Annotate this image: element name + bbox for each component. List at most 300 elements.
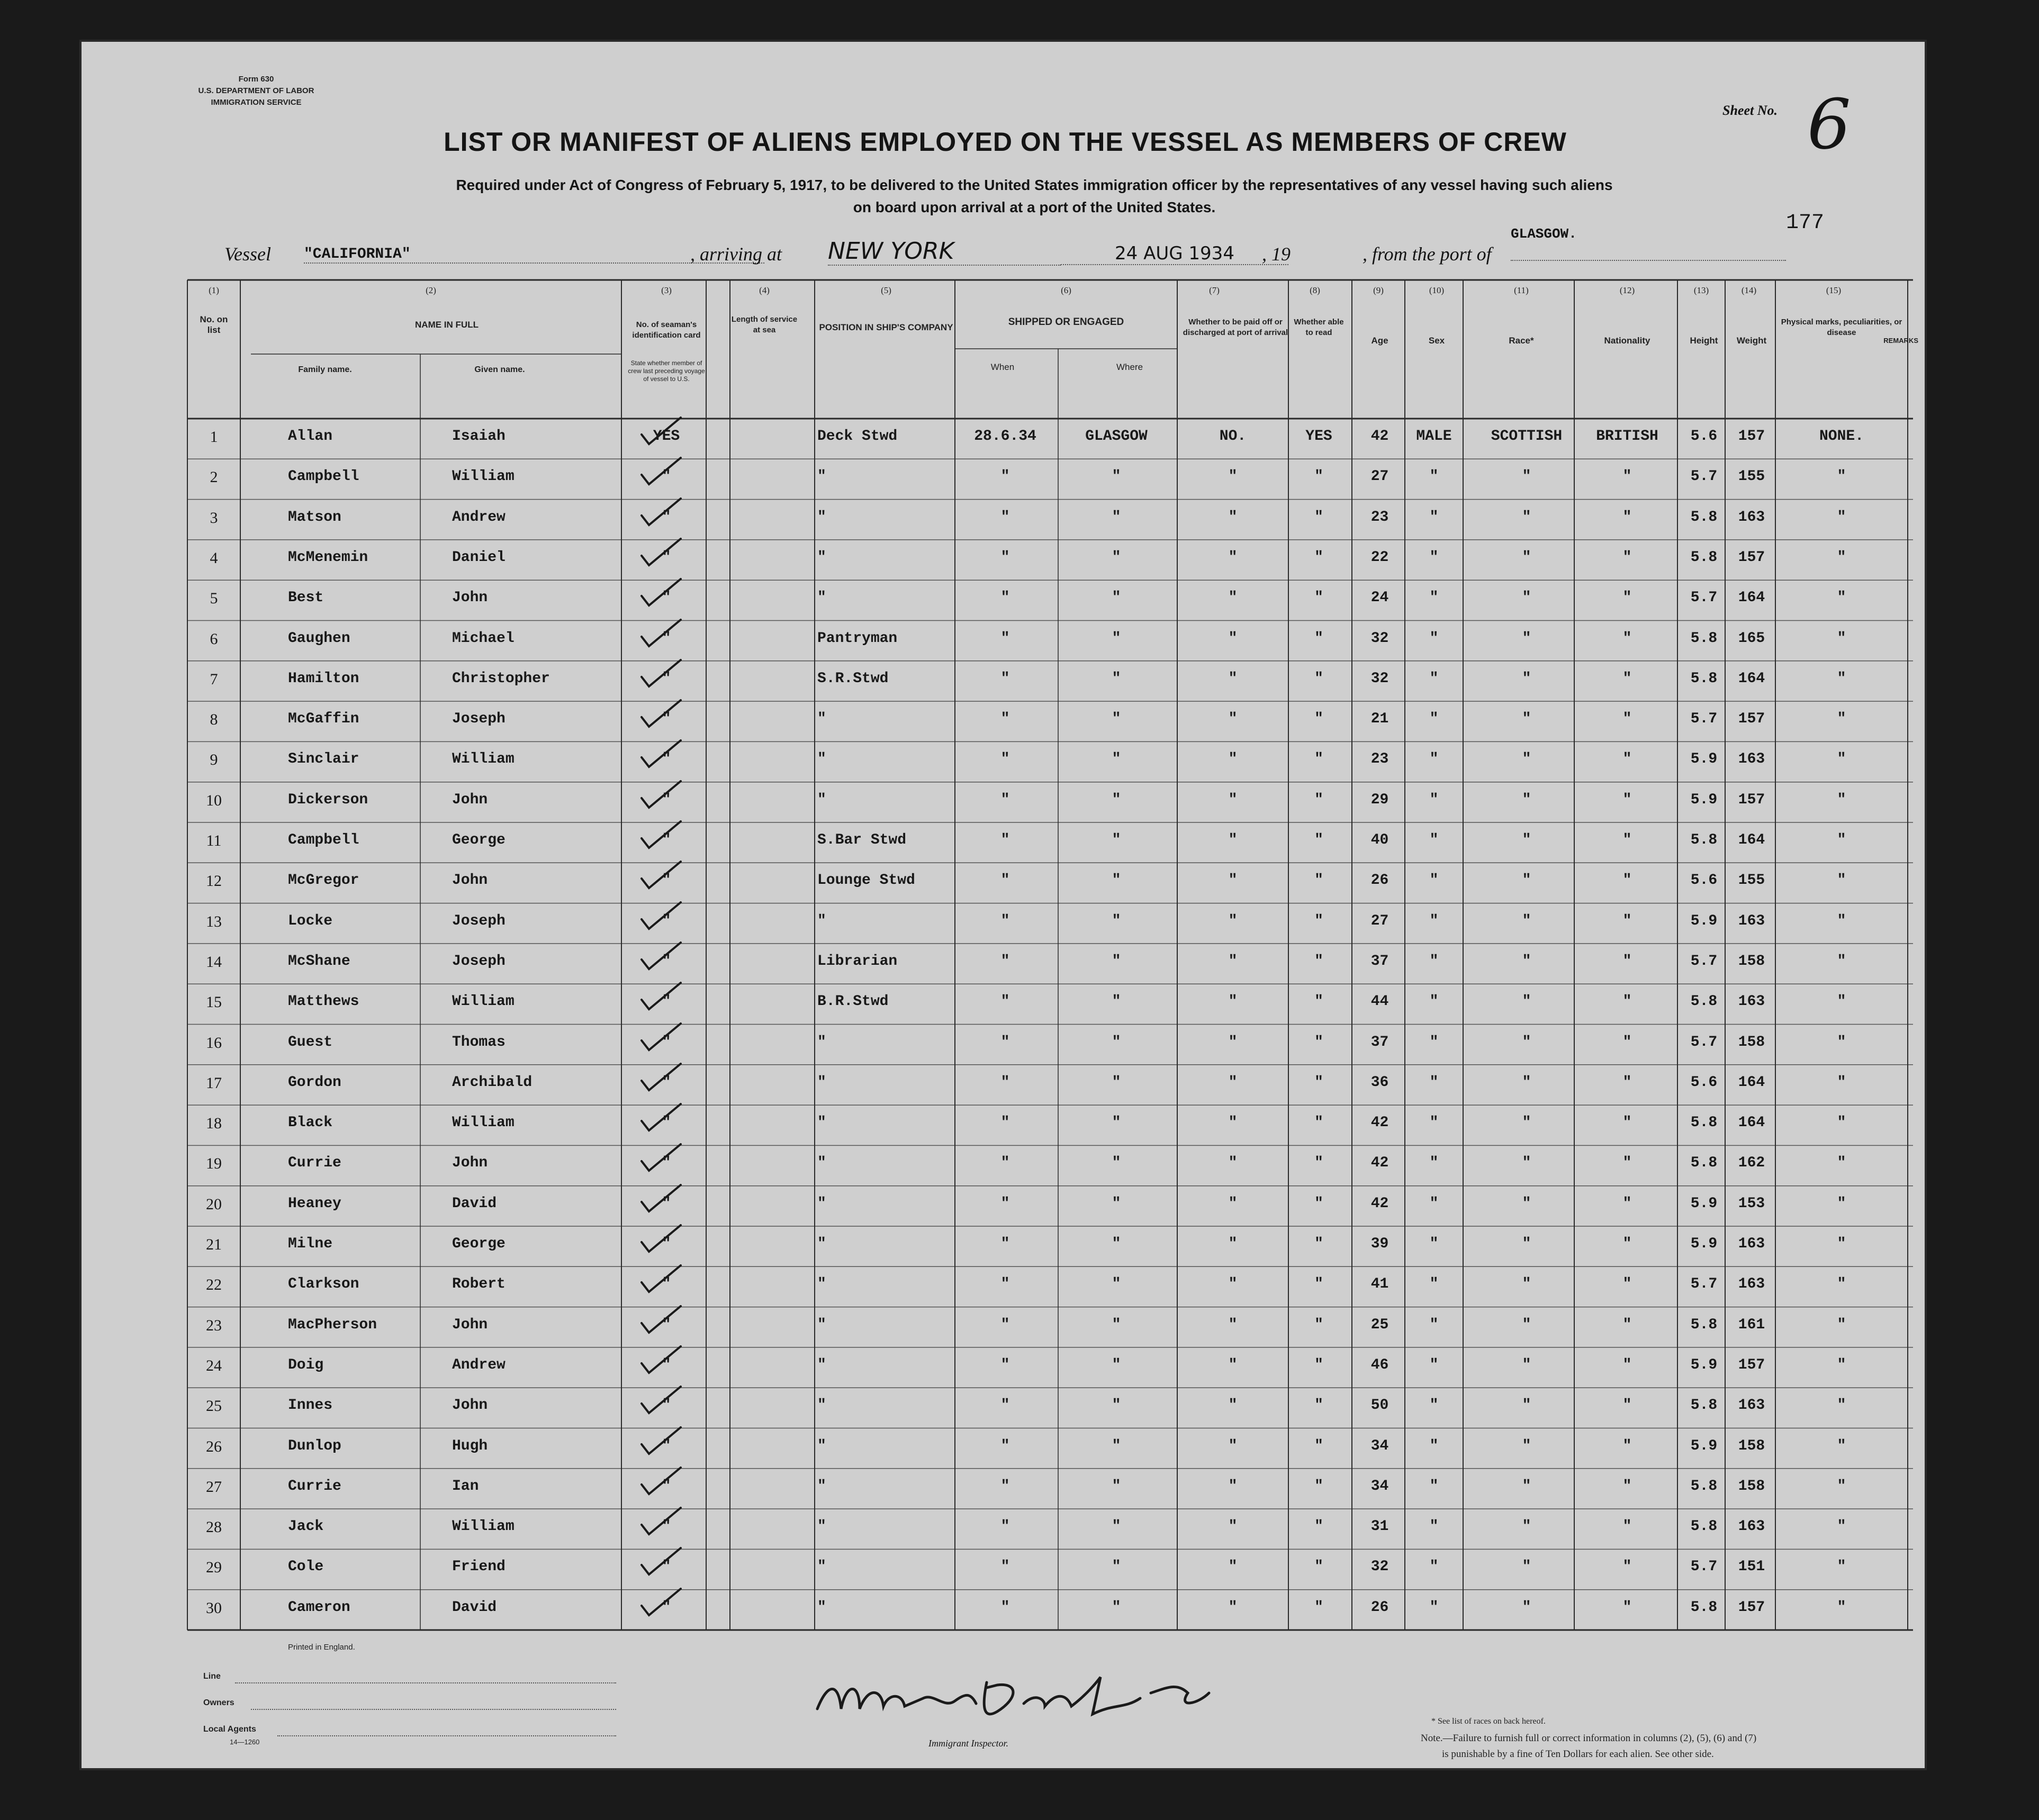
cell-id: " [662, 468, 671, 485]
cell-given: Ian [452, 1478, 479, 1495]
header-height: Height [1690, 336, 1718, 346]
cell-position: " [817, 1074, 826, 1091]
cell-race: " [1522, 711, 1531, 728]
footnote-fine: is punishable by a fine of Ten Dollars for each alien. See other side. [1442, 1749, 1714, 1760]
arriving-label: , arriving at [690, 243, 782, 265]
cell-race: " [1522, 509, 1531, 526]
cell-when: " [1000, 912, 1010, 929]
cell-family: Gordon [288, 1074, 341, 1091]
cell-weight: 164 [1738, 1115, 1765, 1131]
cell-family: McShane [288, 953, 350, 970]
cell-sex: " [1429, 468, 1439, 485]
cell-weight: 158 [1738, 1437, 1765, 1454]
cell-weight: 157 [1738, 1599, 1765, 1616]
cell-sex: " [1429, 1356, 1439, 1373]
cell-paid: " [1228, 993, 1238, 1010]
cell-height: 5.8 [1690, 993, 1718, 1010]
cell-age: 26 [1370, 1599, 1389, 1616]
cell-id: " [662, 1437, 671, 1454]
cell-nat: " [1622, 1397, 1632, 1414]
subtitle-line-1: Required under Act of Congress of February 5, 1917, to be delivered to the United States immigration officer by the representatives of any vessel having such aliens [456, 177, 1613, 193]
cell-race: " [1522, 791, 1531, 808]
cell-paid: " [1228, 1437, 1238, 1454]
cell-race: " [1522, 1397, 1531, 1414]
cell-when: " [1000, 1316, 1010, 1333]
header-position: POSITION IN SHIP'S COMPANY [819, 322, 953, 332]
cell-sex: " [1429, 751, 1439, 768]
cell-weight: 163 [1738, 1276, 1765, 1293]
cell-race: SCOTTISH [1491, 428, 1563, 445]
cell-phys: " [1837, 630, 1846, 647]
cell-read: " [1314, 791, 1323, 808]
header-seaman-id-note: State whether member of crew last preceding voyage of vessel to U.S. [628, 359, 705, 383]
cell-age: 21 [1370, 711, 1389, 728]
cell-when: " [1000, 953, 1010, 970]
cell-sex: " [1429, 1599, 1439, 1616]
cell-given: Michael [452, 630, 515, 647]
cell-id: " [662, 912, 671, 929]
cell-phys: " [1837, 1115, 1846, 1131]
cell-nat: " [1622, 1074, 1632, 1091]
cell-position: " [817, 1397, 826, 1414]
cell-height: 5.9 [1690, 912, 1718, 929]
cell-paid: " [1228, 953, 1238, 970]
cell-family: Cole [288, 1559, 324, 1575]
cell-no: 27 [206, 1478, 222, 1496]
cell-where: " [1112, 670, 1121, 687]
header-able-read: Whether able to read [1294, 318, 1344, 337]
cell-race: " [1522, 1518, 1531, 1535]
cell-weight: 155 [1738, 872, 1765, 889]
cell-family: Campbell [288, 832, 359, 848]
cell-weight: 153 [1738, 1195, 1765, 1212]
cell-where: " [1112, 751, 1121, 768]
cell-no: 3 [210, 509, 218, 527]
cell-position: " [817, 1115, 826, 1131]
cell-position: Librarian [817, 953, 898, 970]
header-family-name: Family name. [298, 365, 352, 374]
cell-paid: " [1228, 630, 1238, 647]
cell-race: " [1522, 549, 1531, 566]
cell-race: " [1522, 1276, 1531, 1293]
cell-position: " [817, 1437, 826, 1454]
cell-id: " [662, 1034, 671, 1051]
cell-when: " [1000, 509, 1010, 526]
cell-race: " [1522, 1599, 1531, 1616]
cell-family: Allan [288, 428, 333, 445]
cell-weight: 164 [1738, 670, 1765, 687]
cell-read: " [1314, 549, 1323, 566]
checkmark-icon [637, 1544, 685, 1581]
cell-id: " [662, 1316, 671, 1333]
cell-no: 19 [206, 1155, 222, 1173]
cell-id: " [662, 1478, 671, 1495]
cell-height: 5.6 [1690, 428, 1718, 445]
cell-phys: " [1837, 1599, 1846, 1616]
cell-when: " [1000, 1115, 1010, 1131]
cell-sex: " [1429, 912, 1439, 929]
cell-given: Joseph [452, 953, 506, 970]
cell-read: " [1314, 509, 1323, 526]
cell-height: 5.8 [1690, 670, 1718, 687]
col-num-9: (9) [1373, 285, 1384, 295]
cell-given: David [452, 1599, 497, 1616]
arrival-date: 24 AUG 1934 [1061, 243, 1288, 265]
cell-height: 5.8 [1690, 1599, 1718, 1616]
cell-id: " [662, 1276, 671, 1293]
cell-when: " [1000, 711, 1010, 728]
cell-nat: " [1622, 993, 1632, 1010]
cell-paid: " [1228, 1518, 1238, 1535]
cell-age: 37 [1370, 953, 1389, 970]
cell-position: S.R.Stwd [817, 670, 889, 687]
manifest-table-grid [82, 42, 1925, 1768]
cell-given: William [452, 993, 515, 1010]
cell-family: Innes [288, 1397, 333, 1414]
cell-family: Currie [288, 1478, 341, 1495]
sheet-number: 6 [1807, 84, 1851, 165]
cell-id: " [662, 791, 671, 808]
cell-height: 5.8 [1690, 1115, 1718, 1131]
cell-nat: " [1622, 509, 1632, 526]
cell-read: " [1314, 1437, 1323, 1454]
cell-sex: " [1429, 1276, 1439, 1293]
cell-height: 5.7 [1690, 590, 1718, 606]
cell-read: " [1314, 1236, 1323, 1252]
cell-race: " [1522, 1034, 1531, 1051]
cell-read: " [1314, 1195, 1323, 1212]
cell-height: 5.8 [1690, 630, 1718, 647]
cell-when: 28.6.34 [974, 428, 1036, 445]
cell-family: Black [288, 1115, 333, 1131]
checkmark-icon [637, 1504, 685, 1541]
cell-phys: " [1837, 1074, 1846, 1091]
cell-position: " [817, 1034, 826, 1051]
cell-phys: " [1837, 549, 1846, 566]
col-num-10: (10) [1429, 285, 1445, 295]
cell-race: " [1522, 953, 1531, 970]
cell-position: " [817, 1478, 826, 1495]
checkmark-icon [637, 1342, 685, 1379]
cell-height: 5.8 [1690, 1478, 1718, 1495]
cell-phys: " [1837, 1356, 1846, 1373]
cell-id: " [662, 1115, 671, 1131]
cell-id: " [662, 1195, 671, 1212]
cell-position: Deck Stwd [817, 428, 898, 445]
col-num-14: (14) [1741, 285, 1757, 295]
cell-weight: 163 [1738, 993, 1765, 1010]
cell-position: " [817, 1236, 826, 1252]
cell-sex: " [1429, 1034, 1439, 1051]
cell-sex: " [1429, 1236, 1439, 1252]
cell-age: 41 [1370, 1276, 1389, 1293]
year-label: , 19 [1262, 243, 1291, 265]
cell-weight: 157 [1738, 711, 1765, 728]
cell-read: " [1314, 1559, 1323, 1575]
checkmark-icon [637, 1100, 685, 1137]
cell-sex: " [1429, 509, 1439, 526]
checkmark-icon [637, 979, 685, 1016]
cell-family: Best [288, 590, 324, 606]
cell-height: 5.6 [1690, 872, 1718, 889]
cell-nat: " [1622, 549, 1632, 566]
cell-weight: 157 [1738, 1356, 1765, 1373]
cell-where: " [1112, 630, 1121, 647]
cell-nat: BRITISH [1596, 428, 1658, 445]
checkmark-icon [637, 1221, 685, 1258]
cell-paid: " [1228, 832, 1238, 848]
cell-nat: " [1622, 1115, 1632, 1131]
col-num-15: (15) [1826, 285, 1842, 295]
checkmark-icon [637, 454, 685, 491]
cell-weight: 162 [1738, 1155, 1765, 1172]
checkmark-icon [637, 413, 685, 450]
col-num-7: (7) [1209, 285, 1220, 295]
cell-no: 4 [210, 549, 218, 567]
cell-position: " [817, 549, 826, 566]
checkmark-icon [637, 1423, 685, 1460]
col-num-1: (1) [209, 285, 219, 295]
cell-read: " [1314, 1276, 1323, 1293]
cell-no: 14 [206, 953, 222, 971]
cell-age: 26 [1370, 872, 1389, 889]
cell-sex: " [1429, 993, 1439, 1010]
cell-age: 32 [1370, 670, 1389, 687]
cell-family: Campbell [288, 468, 359, 485]
cell-given: Robert [452, 1276, 506, 1293]
header-physical: Physical marks, peculiarities, or disease [1781, 318, 1902, 337]
cell-phys: " [1837, 872, 1846, 889]
cell-family: Milne [288, 1236, 333, 1252]
cell-where: " [1112, 953, 1121, 970]
cell-paid: " [1228, 872, 1238, 889]
cell-nat: " [1622, 1559, 1632, 1575]
cell-id: " [662, 751, 671, 768]
cell-sex: " [1429, 1397, 1439, 1414]
cell-read: " [1314, 670, 1323, 687]
cell-no: 17 [206, 1074, 222, 1092]
cell-no: 22 [206, 1276, 222, 1294]
checkmark-icon [637, 494, 685, 531]
cell-id: " [662, 872, 671, 889]
cell-height: 5.9 [1690, 1356, 1718, 1373]
cell-race: " [1522, 1074, 1531, 1091]
cell-height: 5.9 [1690, 1236, 1718, 1252]
col-num-3: (3) [661, 285, 672, 295]
cell-phys: " [1837, 791, 1846, 808]
cell-age: 36 [1370, 1074, 1389, 1091]
checkmark-icon [637, 1463, 685, 1500]
cell-sex: " [1429, 1559, 1439, 1575]
cell-sex: " [1429, 1478, 1439, 1495]
cell-weight: 165 [1738, 630, 1765, 647]
cell-age: 37 [1370, 1034, 1389, 1051]
cell-paid: " [1228, 1478, 1238, 1495]
cell-when: " [1000, 1074, 1010, 1091]
cell-age: 23 [1370, 751, 1389, 768]
cell-weight: 157 [1738, 549, 1765, 566]
cell-read: " [1314, 1074, 1323, 1091]
cell-paid: NO. [1219, 428, 1247, 445]
col-num-11: (11) [1514, 285, 1529, 295]
cell-given: John [452, 1397, 488, 1414]
cell-where: " [1112, 1356, 1121, 1373]
cell-where: " [1112, 509, 1121, 526]
cell-phys: " [1837, 590, 1846, 606]
cell-given: Isaiah [452, 428, 506, 445]
cell-family: Locke [288, 912, 333, 929]
cell-paid: " [1228, 549, 1238, 566]
cell-race: " [1522, 1437, 1531, 1454]
cell-where: " [1112, 1155, 1121, 1172]
checkmark-icon [637, 1584, 685, 1622]
cell-height: 5.8 [1690, 832, 1718, 848]
cell-no: 30 [206, 1599, 222, 1617]
cell-race: " [1522, 1356, 1531, 1373]
manifest-sheet [79, 40, 1927, 1770]
cell-weight: 163 [1738, 1518, 1765, 1535]
checkmark-icon [637, 1060, 685, 1097]
cell-family: Currie [288, 1155, 341, 1172]
cell-age: 23 [1370, 509, 1389, 526]
cell-id: " [662, 1599, 671, 1616]
cell-where: " [1112, 872, 1121, 889]
cell-age: 40 [1370, 832, 1389, 848]
cell-height: 5.8 [1690, 1316, 1718, 1333]
cell-when: " [1000, 1034, 1010, 1051]
cell-when: " [1000, 1478, 1010, 1495]
department-name: U.S. DEPARTMENT OF LABOR [198, 86, 314, 95]
cell-no: 10 [206, 791, 222, 809]
cell-id: " [662, 1236, 671, 1252]
cell-where: " [1112, 590, 1121, 606]
cell-id: " [662, 509, 671, 526]
cell-paid: " [1228, 1316, 1238, 1333]
from-port-label: , from the port of [1363, 243, 1492, 265]
col-num-4: (4) [759, 285, 770, 295]
cell-read: " [1314, 832, 1323, 848]
cell-paid: " [1228, 670, 1238, 687]
cell-sex: " [1429, 1316, 1439, 1333]
cell-height: 5.8 [1690, 1397, 1718, 1414]
cell-age: 32 [1370, 630, 1389, 647]
cell-nat: " [1622, 1356, 1632, 1373]
cell-race: " [1522, 1195, 1531, 1212]
cell-age: 32 [1370, 1559, 1389, 1575]
cell-paid: " [1228, 1155, 1238, 1172]
cell-where: GLASGOW [1085, 428, 1148, 445]
cell-read: " [1314, 468, 1323, 485]
printed-in: Printed in England. [288, 1643, 355, 1652]
cell-paid: " [1228, 1599, 1238, 1616]
cell-read: " [1314, 711, 1323, 728]
cell-phys: " [1837, 670, 1846, 687]
cell-paid: " [1228, 1559, 1238, 1575]
cell-nat: " [1622, 1437, 1632, 1454]
cell-nat: " [1622, 912, 1632, 929]
cell-where: " [1112, 993, 1121, 1010]
cell-weight: 151 [1738, 1559, 1765, 1575]
cell-read: " [1314, 1397, 1323, 1414]
cell-weight: 161 [1738, 1316, 1765, 1333]
cell-sex: " [1429, 872, 1439, 889]
cell-no: 1 [210, 428, 218, 446]
cell-id: " [662, 1559, 671, 1575]
cell-sex: " [1429, 832, 1439, 848]
header-name-in-full: NAME IN FULL [415, 320, 479, 330]
cell-nat: " [1622, 751, 1632, 768]
header-race: Race* [1509, 336, 1534, 346]
cell-age: 25 [1370, 1316, 1389, 1333]
cell-read: " [1314, 1034, 1323, 1051]
cell-weight: 164 [1738, 590, 1765, 606]
cell-where: " [1112, 1599, 1121, 1616]
cell-weight: 164 [1738, 832, 1765, 848]
cell-phys: " [1837, 832, 1846, 848]
cell-when: " [1000, 1276, 1010, 1293]
cell-family: Hamilton [288, 670, 359, 687]
header-no-on-list: No. on list [200, 314, 228, 335]
cell-family: Jack [288, 1518, 324, 1535]
cell-where: " [1112, 1074, 1121, 1091]
checkmark-icon [637, 898, 685, 935]
cell-when: " [1000, 1518, 1010, 1535]
cell-position: " [817, 751, 826, 768]
cell-id: " [662, 630, 671, 647]
checkmark-icon [637, 1302, 685, 1339]
cell-position: B.R.Stwd [817, 993, 889, 1010]
cell-race: " [1522, 1236, 1531, 1252]
cell-height: 5.7 [1690, 1276, 1718, 1293]
footnote-note: Note.—Failure to furnish full or correct information in columns (2), (5), (6) and (7) [1421, 1733, 1757, 1744]
cell-race: " [1522, 630, 1531, 647]
departure-port: GLASGOW. [1511, 226, 1577, 242]
cell-no: 21 [206, 1236, 222, 1253]
form-number: Form 630 [238, 75, 274, 84]
cell-given: John [452, 590, 488, 606]
cell-sex: " [1429, 1437, 1439, 1454]
cell-when: " [1000, 791, 1010, 808]
cell-given: Thomas [452, 1034, 506, 1051]
cell-position: " [817, 1559, 826, 1575]
cell-phys: " [1837, 1559, 1846, 1575]
cell-family: Sinclair [288, 751, 359, 768]
cell-height: 5.7 [1690, 1034, 1718, 1051]
col-num-12: (12) [1619, 285, 1635, 295]
cell-read: " [1314, 1316, 1323, 1333]
cell-sex: " [1429, 1155, 1439, 1172]
sheet-number-label: Sheet No. [1722, 103, 1778, 118]
cell-family: Dickerson [288, 791, 368, 808]
cell-given: David [452, 1195, 497, 1212]
cell-family: McGaffin [288, 711, 359, 728]
cell-given: William [452, 751, 515, 768]
cell-given: William [452, 1518, 515, 1535]
cell-phys: " [1837, 1437, 1846, 1454]
cell-height: 5.8 [1690, 549, 1718, 566]
cell-family: McGregor [288, 872, 359, 889]
arriving-port: NEW YORK [828, 238, 1061, 266]
cell-paid: " [1228, 1195, 1238, 1212]
cell-nat: " [1622, 670, 1632, 687]
cell-when: " [1000, 751, 1010, 768]
cell-id: " [662, 1074, 671, 1091]
cell-where: " [1112, 832, 1121, 848]
cell-where: " [1112, 1518, 1121, 1535]
cell-paid: " [1228, 1397, 1238, 1414]
cell-where: " [1112, 912, 1121, 929]
cell-weight: 163 [1738, 1236, 1765, 1252]
